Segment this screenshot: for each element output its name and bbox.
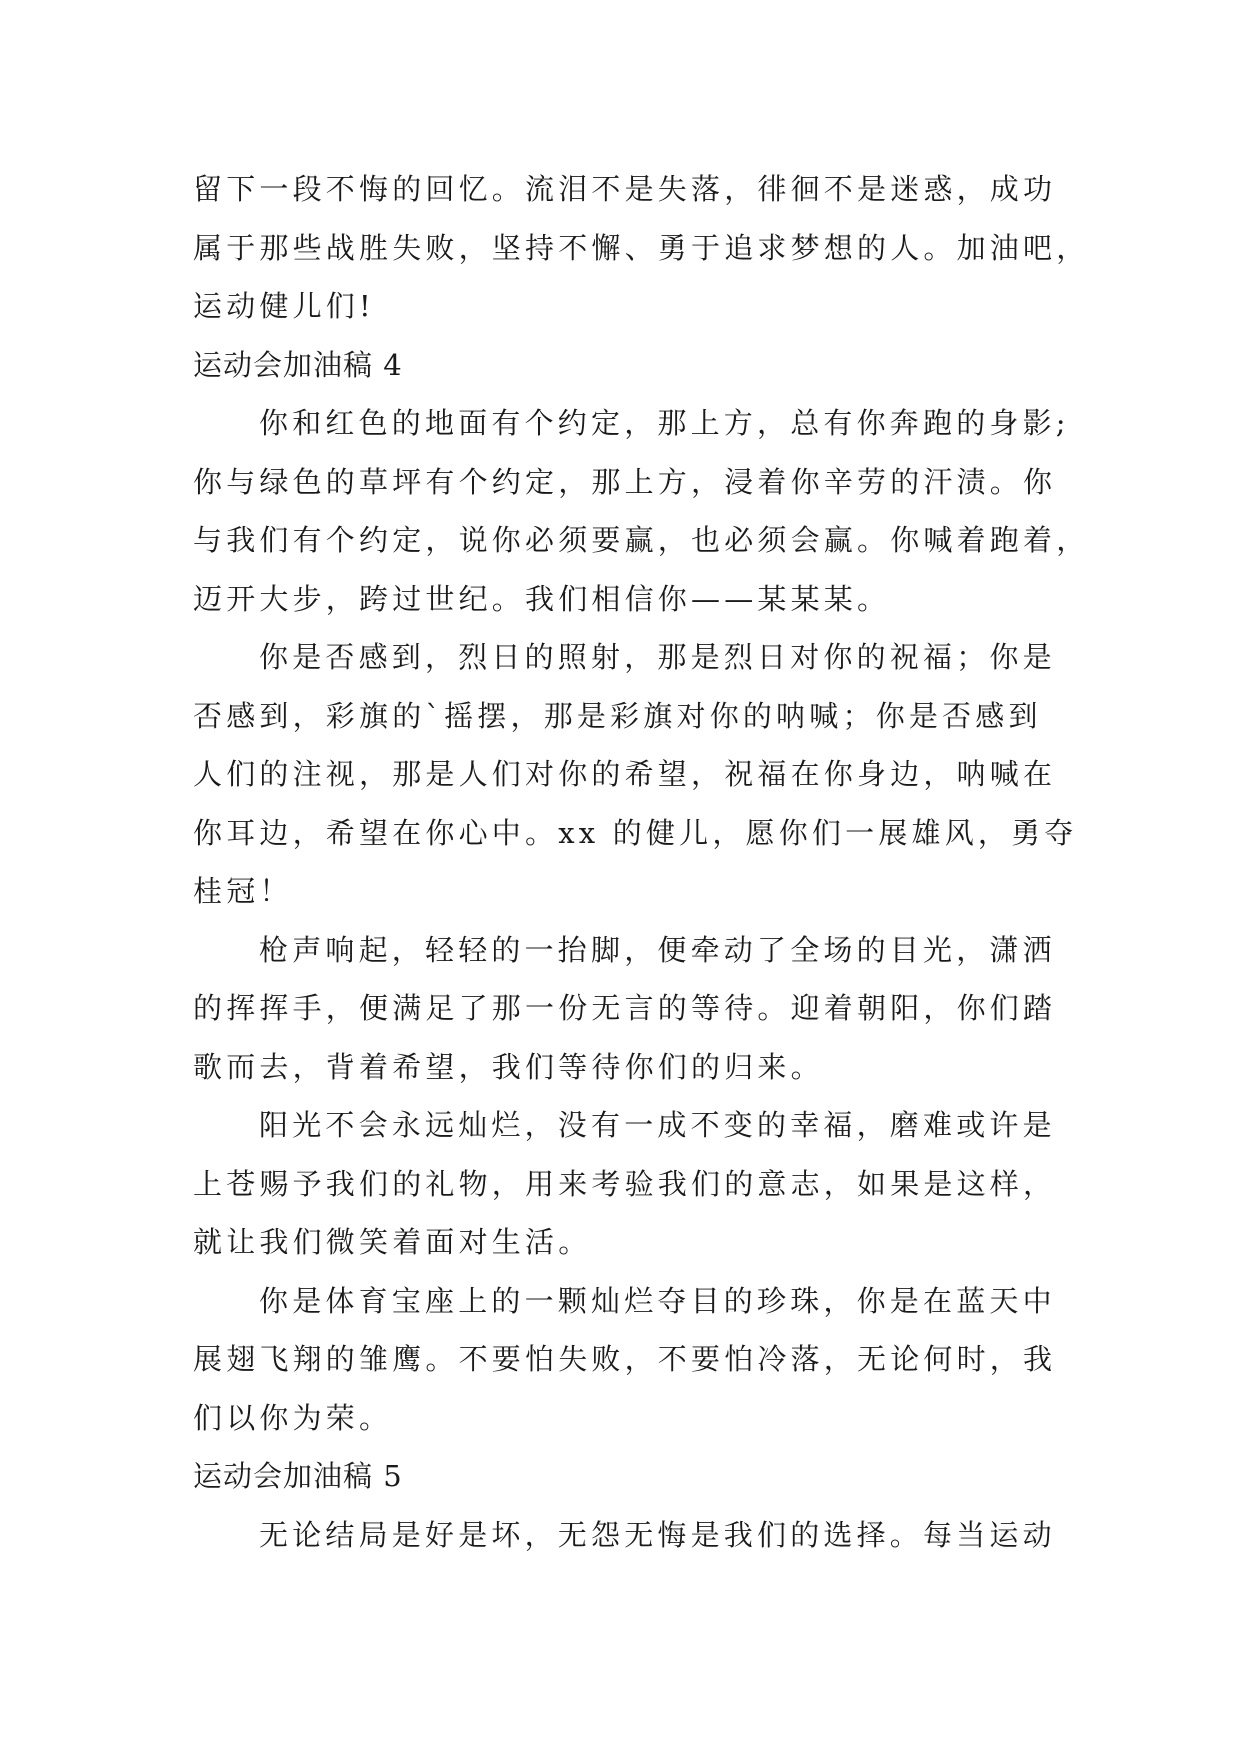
section-4-paragraph-5 [193, 1272, 1055, 1448]
text-line: 的挥挥手，便满足了那一份无言的等待。迎着朝阳，你们踏 [193, 991, 1057, 1025]
section-5-paragraph-1 [193, 1506, 1055, 1565]
text-line: 迈开大步，跨过世纪。我们相信你——某某某。 [193, 581, 891, 616]
text-line: 无论结局是好是坏，无怨无悔是我们的选择。每当运动 [259, 1517, 1056, 1552]
text-line: 你与绿色的草坪有个约定，那上方，浸着你辛劳的汗渍。你 [193, 464, 1057, 499]
document-page [193, 160, 1090, 1564]
text-line: 你是否感到，烈日的照射，那是烈日对你的祝福；你是 [259, 640, 1056, 674]
section-5-title: 运动会加油稿 5 [193, 1459, 403, 1493]
text-line: 与我们有个约定，说你必须要赢，也必须会赢。你喊着跑着， [193, 523, 1090, 557]
text-line: 桂冠！ [193, 874, 293, 908]
intro-paragraph [193, 160, 1090, 336]
text-line: 枪声响起，轻轻的一抬脚，便牵动了全场的目光，潇洒 [259, 932, 1056, 967]
text-line: 否感到，彩旗的`摇摆，那是彩旗对你的呐喊；你是否感到 [193, 698, 1042, 733]
text-line: 你是体育宝座上的一颗灿烂夺目的珍珠，你是在蓝天中 [259, 1283, 1056, 1318]
section-4-paragraph-2 [193, 628, 1078, 921]
section-4-paragraph-1 [193, 394, 1090, 628]
text-line: 你和红色的地面有个约定，那上方，总有你奔跑的身影; [259, 406, 1070, 440]
text-line: 阳光不会永远灿烂，没有一成不变的幸福，磨难或许是 [259, 1108, 1056, 1142]
section-4-title: 运动会加油稿 4 [193, 347, 403, 382]
text-line: 上苍赐予我们的礼物，用来考验我们的意志，如果是这样， [193, 1166, 1057, 1201]
text-line: 就让我们微笑着面对生活。 [193, 1225, 592, 1259]
text-line: 人们的注视，那是人们对你的希望，祝福在你身边，呐喊在 [193, 757, 1057, 791]
text-line: 留下一段不悔的回忆。流泪不是失落，徘徊不是迷惑，成功 [193, 172, 1057, 206]
text-line: 们以你为荣。 [193, 1400, 393, 1435]
text-line: 属于那些战胜失败，坚持不懈、勇于追求梦想的人。加油吧， [193, 230, 1090, 265]
text-line: 展翅飞翔的雏鹰。不要怕失败，不要怕冷落，无论何时，我 [193, 1342, 1057, 1376]
section-4-paragraph-4 [193, 1096, 1055, 1272]
text-line: 你耳边，希望在你心中。xx 的健儿，愿你们一展雄风，勇夺 [193, 815, 1078, 850]
text-line: 歌而去，背着希望，我们等待你们的归来。 [193, 1049, 824, 1084]
section-4-paragraph-3 [193, 921, 1055, 1097]
text-line: 运动健儿们! [193, 289, 375, 323]
